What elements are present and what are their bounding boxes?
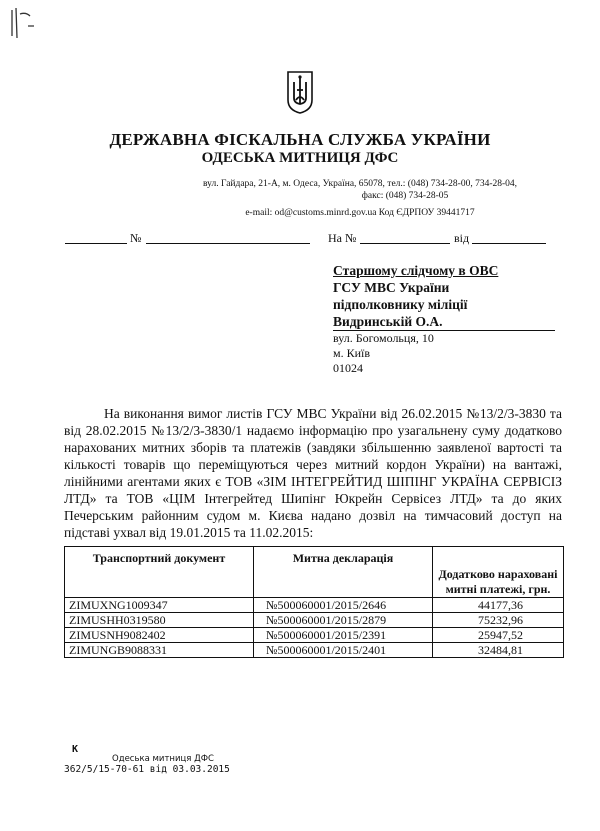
email-line: e-mail: od@customs.minrd.gov.ua Код ЄДРПОУ 39441717 [245,208,475,218]
table-row [65,643,564,658]
unit-name: ОДЕСЬКА МИТНИЦЯ ДФС [201,150,399,166]
payments-table [64,546,564,658]
recipient-position: Старшому слідчому в ОВС [333,263,499,278]
letter-body: На виконання вимог листів ГСУ МВС України від 26.02.2015 №13/2/3-3830 та від 28.02.2015 №13/2/3-3830/1 надаємо інформацію про узагальнену суму додатково нарахованих митних зборів та платежів (завдяки збільшенню заявленої вартості та кількості товарів що переміщуються через митний кордон України) на вантажі, лінійними агентами яких є ТОВ «ЗІМ ІНТЕГРЕЙТИД ШІПІНГ УКРАЇНА СЕРВІСІЗ ЛТД» та ТОВ «ЦІМ Інтегрейтед Шипінг Юкрейн Сервісез ЛТД» та до яких Печерським районним судом м. Києва надано дозвіл на тимчасовий доступ на підставі ухвал від 19.01.2015 та 11.02.2015: [64,406,562,540]
col-additional-payments: Додатково нараховані митні платежі, грн. [433,547,564,598]
declaration-cell: №500060001/2015/2879 [254,613,433,628]
table-row [65,598,564,613]
incoming-number-blank [360,231,450,244]
handwritten-mark [8,6,36,40]
declaration-cell: №500060001/2015/2391 [254,628,433,643]
declaration-cell: №500060001/2015/2401 [254,643,433,658]
registration-stamp-org: Одеська митниця ДФС [112,754,214,764]
fax-line: факс: (048) 734-28-05 [361,191,449,201]
recipient-department: ГСУ МВС України [333,280,450,295]
transport-doc-cell: ZIMUSNH9082402 [65,628,254,643]
k-mark: К [72,744,79,755]
recipient-block [333,262,555,376]
amount-cell: 75232,96 [433,613,564,628]
recipient-city: м. Київ [333,346,371,360]
col-customs-declaration: Митна декларація [254,547,433,598]
recipient-rank: підполковнику міліції [333,297,468,312]
coat-of-arms-icon [286,70,314,114]
col-transport-doc: Транспортний документ [65,547,254,598]
on-number-label: На № [328,231,357,245]
declaration-cell: №500060001/2015/2646 [254,598,433,613]
registration-stamp-number: 362/5/15-70-61 від 03.03.2015 [64,764,230,775]
handwritten-mark-text: |- [8,6,9,7]
number-sign: № [130,231,142,245]
outgoing-date-blank [146,231,310,244]
recipient-street: вул. Богомольця, 10 [333,331,434,345]
recipient-postcode: 01024 [333,361,363,375]
amount-cell: 32484,81 [433,643,564,658]
amount-cell: 25947,52 [433,628,564,643]
outgoing-number-blank [65,231,127,244]
address-block [160,178,560,202]
table-row [65,613,564,628]
recipient-name: Видринській О.А. [333,313,555,331]
amount-cell: 44177,36 [433,598,564,613]
transport-doc-cell: ZIMUXNG1009347 [65,598,254,613]
table-row [65,628,564,643]
table-header-row [65,547,564,598]
address-line: вул. Гайдара, 21-А, м. Одеса, Україна, 65078, тел.: (048) 734-28-00, 734-28-04, [202,179,518,189]
transport-doc-cell: ZIMUNGB9088331 [65,643,254,658]
incoming-date-blank [472,231,546,244]
org-name: ДЕРЖАВНА ФІСКАЛЬНА СЛУЖБА УКРАЇНИ [109,130,491,149]
from-label: від [454,231,470,245]
transport-doc-cell: ZIMUSHH0319580 [65,613,254,628]
